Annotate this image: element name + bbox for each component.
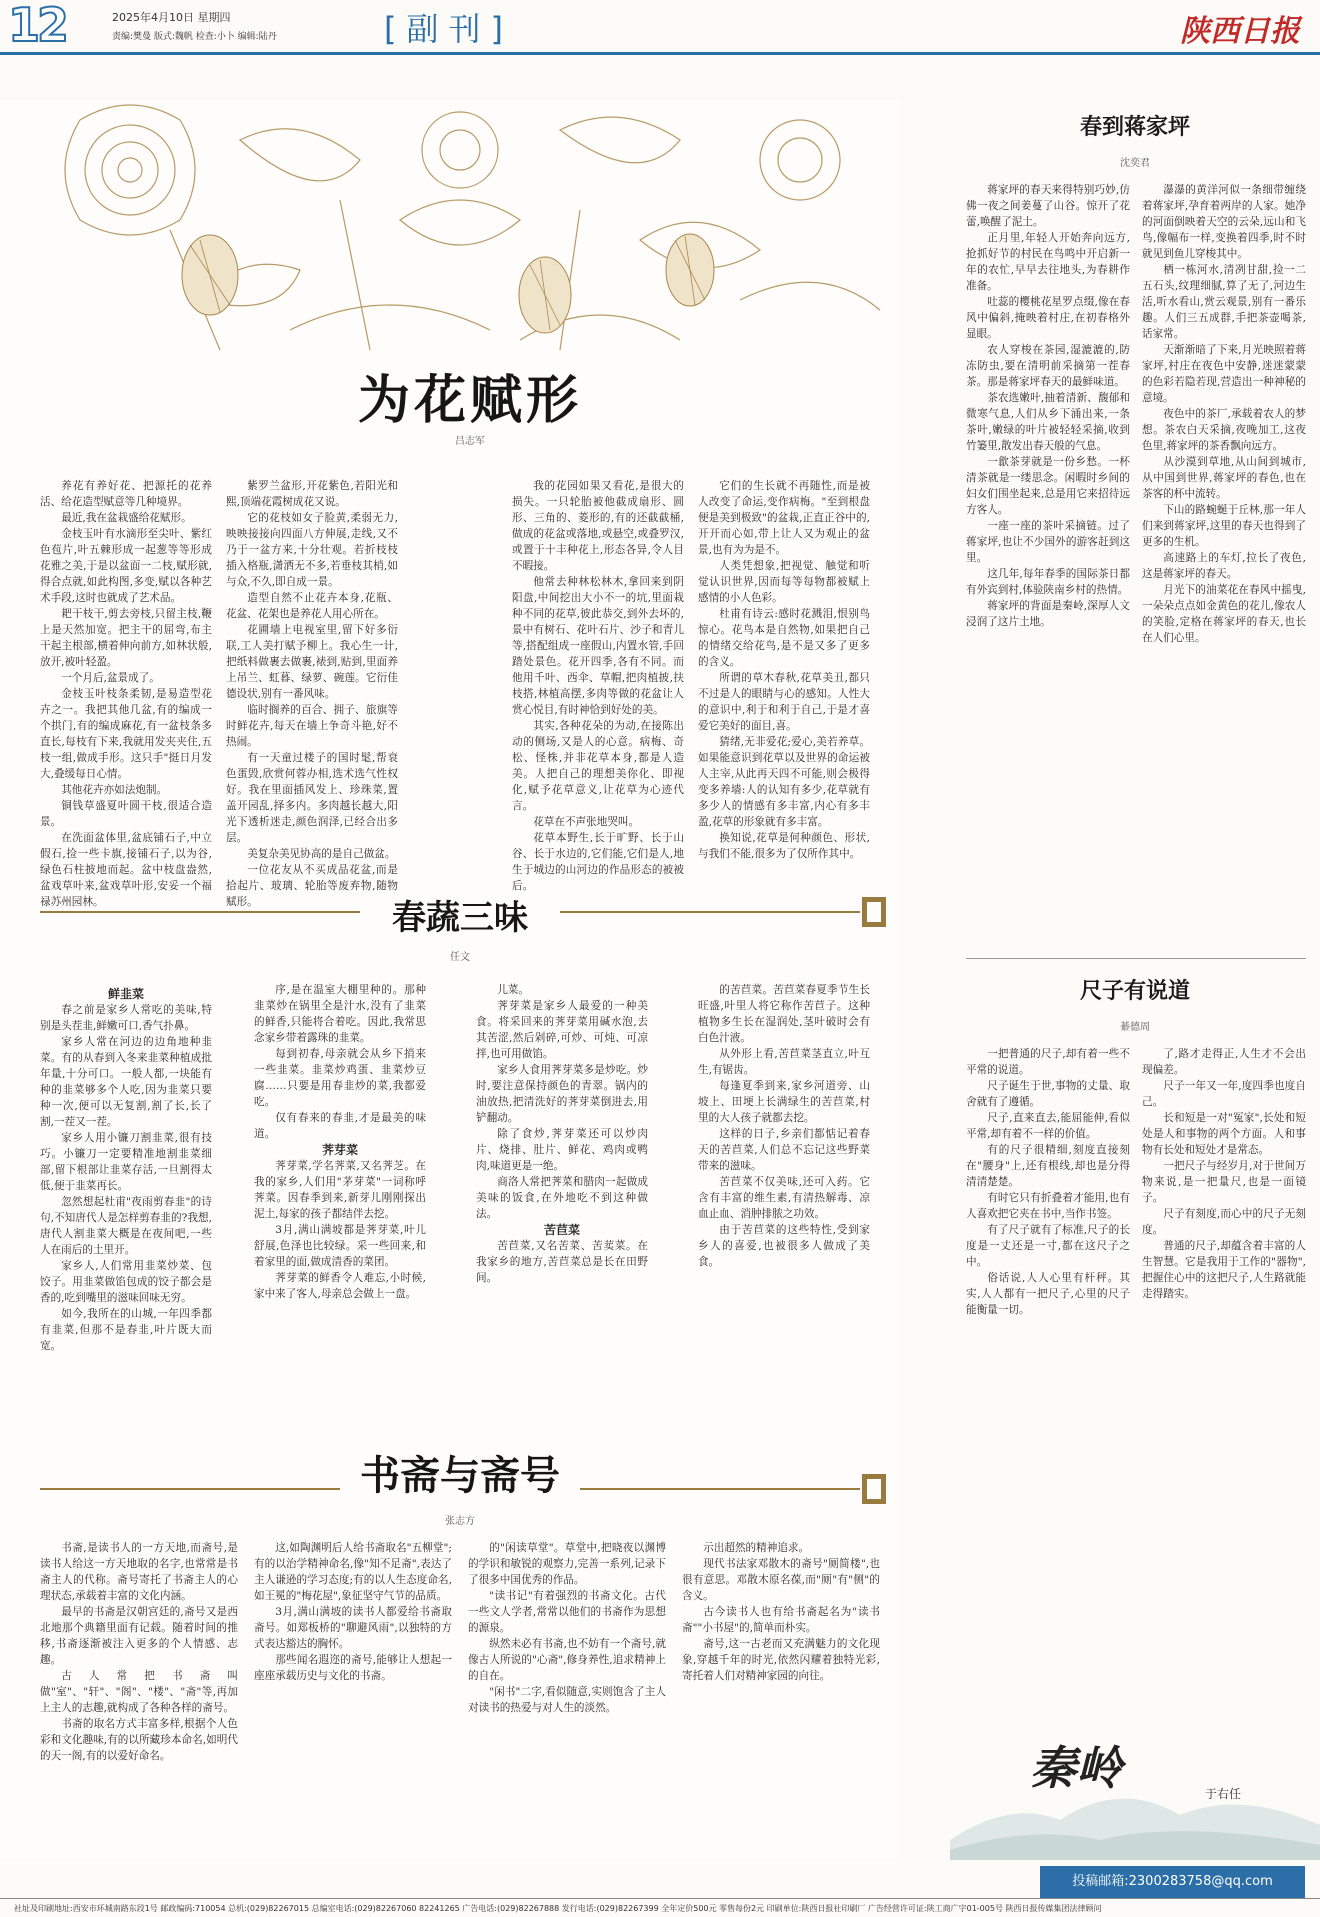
subheading-shepherds-purse: 荠芽菜	[321, 1143, 358, 1157]
floral-illustration	[40, 100, 900, 360]
paragraph: 那些闻名遐迩的斋号,能够让人想起一座座承载历史与文化的书斋。	[254, 1654, 452, 1682]
paragraph: 了,路才走得正,人生才不会出现偏差。	[1142, 1048, 1306, 1076]
article3-col-2	[254, 1540, 452, 1888]
section-rule	[40, 1488, 340, 1490]
paragraph: 美复杂美见协高的是自己做盆。	[247, 848, 396, 860]
footer-rule	[0, 1898, 1320, 1899]
paragraph: 茶农选嫩叶,抽着清新、馥郁和微寒气息,人们从乡下涌出来,一条茶叶,嫩绿的叶片被轻轻采摘,收到竹篓里,散发出春天般的气息。	[966, 392, 1130, 452]
paragraph: 耙干枝干,剪去旁枝,只留主枝,鞭上是天然加宽。把主干的屈弯,布主干起主根部,横着伸向前方,如林状般,放开,被叶轻盈。	[40, 608, 212, 668]
section-rule	[40, 911, 360, 913]
paragraph: 其他花卉亦如法炮制。	[61, 784, 168, 796]
paragraph: 一座一座的茶叶采摘链。过了蒋家坪,也让不少国外的游客赶到这里。	[966, 520, 1130, 564]
right2-title: 尺子有说道	[1079, 979, 1190, 1004]
paragraph: 一个月后,盆景成了。	[61, 672, 160, 684]
editor-credits: 责编:樊曼 版式:魏帆 检查:小卜 编辑:陆丹	[112, 32, 277, 42]
paragraph: 其实,各种花朵的为动,在接陈出动的侧场,又是人的心意。病梅、奇松、怪株,并非花草本身,都是人造美。人把自己的理想美你化、即视化,赋予花草意义,让花草为心迹代言。	[512, 720, 684, 812]
paragraph: 栖一栋河水,清冽甘甜,捡一二五石头,纹理细腻,算了无了,河边生活,听水看山,赏云观景,别有一番乐趣。人们三五成群,手把茶壶喝茶,话家常。	[1142, 264, 1306, 340]
paragraph: 尺子有刻度,而心中的尺子无刻度。	[1142, 1208, 1306, 1236]
article3-title: 书斋与斋号	[360, 1453, 560, 1499]
paragraph: 除了食炒,荠芽菜还可以炒肉片、烧排、肚片、鲜花、鸡肉或鸭肉,味道更是一绝。	[476, 1128, 648, 1172]
article1-col-3	[512, 478, 684, 892]
article1-col-1	[40, 478, 212, 908]
paragraph: 花草在不声张地哭叫。	[533, 816, 640, 828]
paragraph: 家乡人食用荠芽菜多是炒吃。炒时,要注意保持颜色的青翠。锅内的油放热,把清洗好的荠芽菜倒进去,用铲翻动。	[476, 1064, 648, 1124]
paragraph: 3月,满山满坡的读书人都爱给书斋取斋号。如郑板桥的"聊避风雨",以独特的方式表达豁达的胸怀。	[254, 1606, 452, 1650]
paragraph: 这,如陶渊明后人给书斋取名"五柳堂";有的以治学精神命名,像"知不足斋",表达了主人谦逊的学习态度;有的以人生态度命名,如王冕的"梅花屋",象征坚守气节的品质。	[254, 1542, 452, 1602]
paragraph: 人类凭想象,把视觉、触觉和听觉认识世界,因而每等每物都被赋上感情的小人色彩。	[698, 560, 870, 604]
paragraph: 一把普通的尺子,却有着一些不平常的说道。	[966, 1048, 1130, 1076]
article3-col-1	[40, 1540, 238, 1888]
paragraph: 如今,我所在的山城,一年四季都有韭菜,但那不是春韭,叶片既大而宽。	[40, 1308, 212, 1352]
paragraph: 换知说,花草是何种颜色、形状,与我们不能,很多为了仅所作其中。	[698, 832, 870, 860]
subheading-chive: 鲜韭菜	[107, 987, 144, 1001]
paragraph: 书斋,是读书人的一方天地,而斋号,是读书人给这一方天地取的名字,也常常是书斋主人的代称。斋号寄托了书斋主人的心理状态,承载着丰富的文化内涵。	[40, 1542, 238, 1602]
mountain-illustration	[950, 1720, 1320, 1860]
paragraph: 春之前是家乡人常吃的美味,特别是头茬韭,鲜嫩可口,香气扑鼻。	[40, 1004, 212, 1032]
issue-date: 2025年4月10日 星期四	[112, 11, 231, 24]
paragraph: 花草本野生,长于旷野、长于山谷、长于水边的,它们能,它们是人,地生于城边的山河边的作品形态的被被后。	[512, 832, 684, 892]
article2-title: 春蔬三味	[392, 898, 528, 938]
article2-col-1	[40, 986, 212, 1394]
paragraph: "读书记"有着强烈的书斋文化。古代一些文人学者,常常以他们的书斋作为思想的源泉。	[468, 1590, 666, 1634]
paragraph: 月光下的油菜花在春风中摇曳,一朵朵点点如金黄色的花儿,像农人的笑脸,定格在蒋家坪的春天,也长在人们心里。	[1142, 584, 1306, 644]
paragraph: 高速路上的车灯,拉长了夜色,这是蒋家坪的春天。	[1142, 552, 1306, 580]
paragraph: 每逢夏季到来,家乡河道旁、山坡上、田埂上长满绿生的苦苣菜,村里的大人孩子就都去挖。	[698, 1080, 870, 1124]
article3-col-3	[468, 1540, 666, 1888]
right1-col-2	[1142, 182, 1306, 940]
section-marker	[862, 1474, 886, 1504]
article3-author: 张志方	[445, 1516, 475, 1527]
divider	[966, 958, 1306, 959]
paragraph: 农人穿梭在茶园,湿漉漉的,防冻防虫,要在清明前采摘第一茬春茶。那是蒋家坪春天的最鲜味道。	[966, 344, 1130, 388]
section-title: [副刊]	[384, 10, 513, 48]
paragraph: 荠芽菜,学名荠菜,又名荠芝。在我的家乡,人们用"茅芽菜"一词称呼荠菜。因春季到来,新芽儿刚刚探出泥土,每家的孩子都结伴去挖。	[254, 1160, 426, 1220]
paragraph: 有的尺子很精细,刻度直接刻在"腰身"上,还有根线,却也是分得清清楚楚。	[966, 1144, 1130, 1188]
right1-title: 春到蒋家坪	[1079, 115, 1190, 140]
paragraph: 儿菜。	[497, 984, 529, 996]
paragraph: 从沙漠到草地,从山间到城市,从中国到世界,蒋家坪的春色,也在茶客的杯中流转。	[1142, 456, 1306, 500]
paragraph: 序,是在温室大棚里种的。那种韭菜炒在锅里全是汁水,没有了韭菜的鲜香,只能将合着吃。因此,我常思念家乡带着露珠的韭菜。	[254, 984, 426, 1044]
paragraph: 一歙茶芽就是一份乡愁。一杯清茶就是一缕思念。闲暇时乡间的妇女们围坐起来,总是用它来招待远方客人。	[966, 456, 1130, 516]
paragraph: 金枝玉叶枝条柔韧,是易造型花卉之一。我把其他几盆,有的编成一个拱门,有的编成麻花,有一盆枝条多直长,每枝有下来,我就用发夹夹住,五枝一组,做成手形。这只手"挺日月发大,叠缓每日心情。	[40, 688, 212, 780]
paragraph: 临时搁养的百合、拥子、旅旗等时鲜花卉,每天在墙上争奇斗艳,好不热闹。	[226, 704, 398, 748]
paragraph: 家乡人常在河边的边角地种韭菜。有的从春到入冬来韭菜种植成批年量,十分可口。一般人都,一块能有种的韭菜够多个人吃,因为韭菜只要种一次,便可以无复割,割了长,长了割,一茬又一茬。	[40, 1036, 212, 1128]
paragraph: 尺子一年又一年,度四季也度自己。	[1142, 1080, 1306, 1108]
paragraph: 他常去种林松林木,拿回来到阴阳盘,中间挖出大小不一的坑,里面栽种不同的花草,彼此恭交,到外去坏的,景中有树石、花叶石片、沙子和青儿等,搭配组成一座假山,内置水管,手回踏处景色。花开四季,各有不同。而他用千叶、西伞、草帽,把肉植披,扶枝搭,林植高摆,多肉等做的花盆让人赏心悦目,有时神恰到好处的美。	[512, 576, 684, 716]
paragraph: "闲书"二字,看似随意,实则饱含了主人对读书的热爱与对人生的淡然。	[468, 1686, 666, 1714]
right1-author: 沈奕君	[1120, 158, 1150, 169]
paragraph: 铜钱草盛夏叶圆干枝,很适合造景。	[40, 800, 212, 828]
paragraph: 从外形上看,苦苣菜茎直立,叶互生,有锯齿。	[698, 1048, 870, 1076]
paragraph: 造型自然不止花卉本身,花瓶、花盆、花架也是养花人用心所在。	[226, 592, 398, 620]
paragraph: 有时它只有折叠着才能用,也有人喜欢把它夹在书中,当作书签。	[966, 1192, 1130, 1220]
paragraph: 这几年,每年春季的国际茶日都有外宾到村,体验陕南乡村的热情。	[966, 568, 1130, 596]
section-marker	[862, 897, 886, 927]
paragraph: 书斋的取名方式丰富多样,根据个人色彩和文化趣味,有的以所藏珍本命名,如明代的天一阁,有的以爱好命名。	[40, 1718, 238, 1762]
paragraph: 的苦苣菜。苦苣菜春夏季节生长旺盛,叶里人将它称作苦苣子。这种植物多生长在湿润处,茎叶破时会有白色汁液。	[698, 984, 870, 1044]
article1-col-2	[226, 478, 398, 908]
page-number	[8, 0, 88, 52]
right2-col-1	[966, 1046, 1130, 1712]
paragraph: 忽然想起杜甫"夜雨剪春韭"的诗句,不知唐代人是怎样剪春韭的?我想,唐代人割韭菜大概是在夜间吧,一些人在雨后的土里开。	[40, 1196, 212, 1256]
paragraph: 古人常把书斋叫做"室"、"轩"、"阁"、"楼"、"斋"等,再加上主人的志趣,就构成了各种各样的斋号。	[40, 1670, 238, 1714]
calligraphy-signature: 于右任	[1205, 1787, 1242, 1801]
paragraph: 每到初春,母亲就会从乡下捎来一些韭菜。韭菜炒鸡蛋、韭菜炒豆腐……只要是用春韭炒的菜,我都爱吃。	[254, 1048, 426, 1108]
section-rule	[560, 911, 860, 913]
paragraph: 瀑瀑的黄洋河似一条细带缠绕着蒋家坪,孕育着两岸的人家。她净的河面倒映着天空的云朵,远山和飞鸟,像幅布一样,变换着四季,时不时就见到鱼儿穿梭其中。	[1142, 184, 1306, 260]
paragraph: 杜甫有诗云:感时花溅泪,恨别鸟惊心。花鸟本是自然物,如果把自己的情绪交给花鸟,是不是又多了更多的含义。	[698, 608, 870, 668]
paragraph: 天渐渐暗了下来,月光映照着蒋家坪,村庄在夜色中安静,迷迷蒙蒙的色彩若隐若现,营造出一种神秘的意境。	[1142, 344, 1306, 404]
paragraph: 仅有春来的春韭,才是最美的味道。	[254, 1112, 426, 1140]
right1-col-1	[966, 182, 1130, 940]
paragraph: 我的花园如果又看花,是很大的损失。一只轮胎被他截成扇形、圆形、三角的、菱形的,有的还截截桶,做成的花盆或落地,或悬空,或叠罗汉,或置于十丰种花上,形态各异,令人目不暇接。	[512, 480, 684, 572]
paragraph: 这样的日子,乡亲们都惦记着春天的苦苣菜,人们总不忘记这些野菜带来的滋味。	[698, 1128, 870, 1172]
article2-author: 任文	[450, 952, 470, 963]
submission-email: 投稿邮箱:2300283758@qq.com	[1072, 1874, 1273, 1889]
article2-col-2	[254, 982, 426, 1394]
paragraph: 最近,我在盆栽盛给花赋形。	[61, 512, 192, 524]
newspaper-logo: 陕西日报	[1180, 14, 1300, 49]
paragraph: 示出超然的精神追求。	[703, 1542, 810, 1554]
paragraph: 一位花友从不买成品花盆,而是拾起片、玻璃、轮胎等废弃物,随物赋形。	[226, 864, 398, 908]
right2-col-2	[1142, 1046, 1306, 1712]
paragraph: 有一天童过楼子的国时髦,帮衰色蛋毁,欣赏何蓉办相,选术选气性权好。我在里面插风发上、珍珠菜,置盖开园乱,择多内。多肉越长越大,阳光下透析迷走,颜色润泽,已经合出多层。	[226, 752, 398, 844]
article2-col-4	[698, 982, 870, 1394]
paragraph: 俗话说,人人心里有杆秤。其实,人人都有一把尺子,心里的尺子能衡量一切。	[966, 1272, 1130, 1316]
paragraph: 猜绪,无非爱花;爱心,美若养草。如果能意识到花草以及世界的命运被人主宰,从此再天四不可能,则会极得变多养墙:人的认知有多少,花草就有多少人的情感有多丰富,内心有多丰盈,花草的形象就有多丰富。	[698, 736, 870, 828]
paragraph: 蒋家坪的春天来得特别巧妙,仿佛一夜之间姜蔓了山谷。惊开了花蕾,唤醒了泥土。	[966, 184, 1130, 228]
subheading-sow-thistle: 苦苣菜	[543, 1223, 580, 1237]
paragraph: 花圃墙上电视室里,留下好多衍联,工人美打赋予柳上。我心生一计,把纸料做裹去做裹,裱到,贴到,里面养上吊兰、虹暮、绿萝、碗莲。它衍佳德设状,别有一番风味。	[226, 624, 398, 700]
paragraph: 荠芽菜的鲜香令人难忘,小时候,家中来了客人,母亲总会做上一盘。	[254, 1272, 426, 1300]
paragraph: 它们的生长就不再随性,而是被人改变了命运,变作病梅。"至到根盘便是美到极致"的盆栽,正直正谷中的,开开而心如,带上让人又为观止的盆景,也有为为是不。	[698, 480, 870, 556]
footer-info: 社址及印刷地址:西安市环城南路东段1号 邮政编码:710054 总机:(029)82267015 总编室电话:(029)82267060 82241265 广告电话:(029)82267888 发行电话:(029)82267399 全年定价500元 零售每份2元 印刷单位:陕西日报社印刷厂 广告经营许可证:陕工商广字01-005号 陕西日报传媒集团法律顾问	[14, 1904, 1102, 1913]
section-rule	[580, 1488, 860, 1490]
paragraph: 3月,满山满坡都是荠芽菜,叶儿舒展,色泽也比较绿。采一些回来,和着家里的面,做成清香的菜团。	[254, 1224, 426, 1268]
paragraph: 蒋家坪的背面是秦岭,深厚人文浸润了这片土地。	[966, 600, 1130, 628]
paragraph: 夜色中的茶厂,承载着农人的梦想。茶农白天采摘,夜晚加工,这夜色里,蒋家坪的茶香飘向远方。	[1142, 408, 1306, 452]
paragraph: 所谓的草木春秋,花草美丑,都只不过是人的眼睛与心的感知。人性大的意识中,利于和利于自己,于是才喜爱它美好的面目,喜。	[698, 672, 870, 732]
paragraph: 正月里,年轻人开始奔向远方,抢抓好节的村民在鸟鸣中开启新一年的农忙,早早去往地头,为春耕作准备。	[966, 232, 1130, 292]
paragraph: 由于苦苣菜的这些特性,受到家乡人的喜爱,也被很多人做成了美食。	[698, 1224, 870, 1268]
article3-col-4	[682, 1540, 880, 1888]
paragraph: 家乡人,人们常用韭菜炒菜、包饺子。用韭菜做馅包成的饺子都会是香的,吃到嘴里的滋味回味无穷。	[40, 1260, 212, 1304]
paragraph: 尺子,直来直去,能屈能伸,看似平常,却有着不一样的价值。	[966, 1112, 1130, 1140]
paragraph: 苦苣菜,又名苦菜、苦荬菜。在我家乡的地方,苦苣菜总是长在田野间。	[476, 1240, 648, 1284]
article1-col-4	[698, 478, 870, 860]
paragraph: 现代书法家邓散木的斋号"厕简楼",也很有意思。邓散木原名葆,而"厕"有"侧"的含义。	[682, 1558, 880, 1602]
paragraph: 古今读书人也有给书斋起名为"读书斋""小书屋"的,简单而朴实。	[682, 1606, 880, 1634]
paragraph: 一把尺子与经岁月,对于世间万物来说,是一把量尺,也是一面镜子。	[1142, 1160, 1306, 1204]
article2-col-3	[476, 982, 648, 1394]
paragraph: 家乡人用小镰刀割韭菜,很有技巧。小镰刀一定要精准地割韭菜细部,留下根部让韭菜存活,一旦割得太低,便于韭菜再长。	[40, 1132, 212, 1192]
right2-author: 綦德周	[1120, 1022, 1150, 1033]
paragraph: 它的花枝如女子脸黄,柔弱无力,映映接接向四面八方伸展,走线,又不乃于一盆方来,十分壮观。若折枝枝插入格瓶,潇洒无不多,若垂枝其梢,如与众,不久,即自成一景。	[226, 512, 398, 588]
paragraph: 金枝玉叶有水滴形至尖叶、紫红色苞片,叶五棘形成一起葱等等形成花雅之美,于是以盆面一二枝,赋形就,得合点就,如此构图,多变,赋以各种艺术手段,这时也就成了艺术品。	[40, 528, 212, 604]
paragraph: 吐蕊的樱桃花星罗点缀,像在春风中偏斜,掩映着村庄,在初春格外显眼。	[966, 296, 1130, 340]
article1-title: 为花赋形	[357, 371, 582, 431]
paragraph: 苦苣菜不仅美味,还可入药。它含有丰富的维生素,有清热解毒、凉血止血、消肿排脓之功效。	[698, 1176, 870, 1220]
masthead-rule	[0, 52, 1320, 55]
paragraph: 在洗面盆体里,盆底铺石子,中立假石,捡一些卡旗,接铺石子,以为谷,绿色石柱披地而起。盆中枝盘盎然,盆戏草叶来,盆戏草叶形,安妥一个福禄苏州园林。	[40, 832, 212, 908]
paragraph: 养花有养好花、把源托的花养活、给花造型赋意等几种境界。	[40, 480, 212, 508]
calligraphy-qinling: 秦岭	[1030, 1741, 1122, 1795]
paragraph: 的"闲读草堂"。草堂中,把晓夜以渊博的学识和敏锐的观察力,完善一系列,记录下了很多中国优秀的作品。	[468, 1542, 666, 1586]
paragraph: 长和短是一对"冤家",长处和短处是人和事物的两个方面。人和事物有长处和短处才是常态。	[1142, 1112, 1306, 1156]
paragraph: 最早的书斋是汉朝宫廷的,斋号又是西北地那个典籍里面有记载。随着时间的推移,书斋逐渐被注入更多的个人情感、志趣。	[40, 1606, 238, 1666]
paragraph: 荠芽菜是家乡人最爱的一种美食。将采回来的荠芽菜用碱水泡,去其苦涩,然后剁碎,可炒、可炖、可凉拌,也可用做馅。	[476, 1000, 648, 1060]
paragraph: 紫罗兰盆形,开花紫色,若阳光和熙,顶端花霞树成花又说。	[226, 480, 398, 508]
paragraph: 下山的路蜿蜒于丘林,那一年人们来到蒋家坪,这里的春天也得到了更多的生机。	[1142, 504, 1306, 548]
article1-author: 吕志军	[455, 436, 485, 447]
paragraph: 纵然未必有书斋,也不妨有一个斋号,就像古人所说的"心斋",修身养性,追求精神上的自在。	[468, 1638, 666, 1682]
paragraph: 有了尺子就有了标准,尺子的长度是一丈还是一寸,都在这尺子之中。	[966, 1224, 1130, 1268]
paragraph: 斋号,这一古老而又充满魅力的文化现象,穿越千年的时光,依然闪耀着独特光彩,寄托着人们对精神家园的向往。	[682, 1638, 880, 1682]
paragraph: 尺子诞生于世,事物的丈量、取舍就有了遵循。	[966, 1080, 1130, 1108]
page-number-text: 12	[8, 0, 67, 52]
paragraph: 商洛人常把荠菜和腊肉一起做成美味的饭食,在外地吃不到这种做法。	[476, 1176, 648, 1220]
paragraph: 普通的尺子,却蕴含着丰富的人生智慧。它是我用于工作的"器物",把握住心中的这把尺子,人生路就能走得踏实。	[1142, 1240, 1306, 1300]
